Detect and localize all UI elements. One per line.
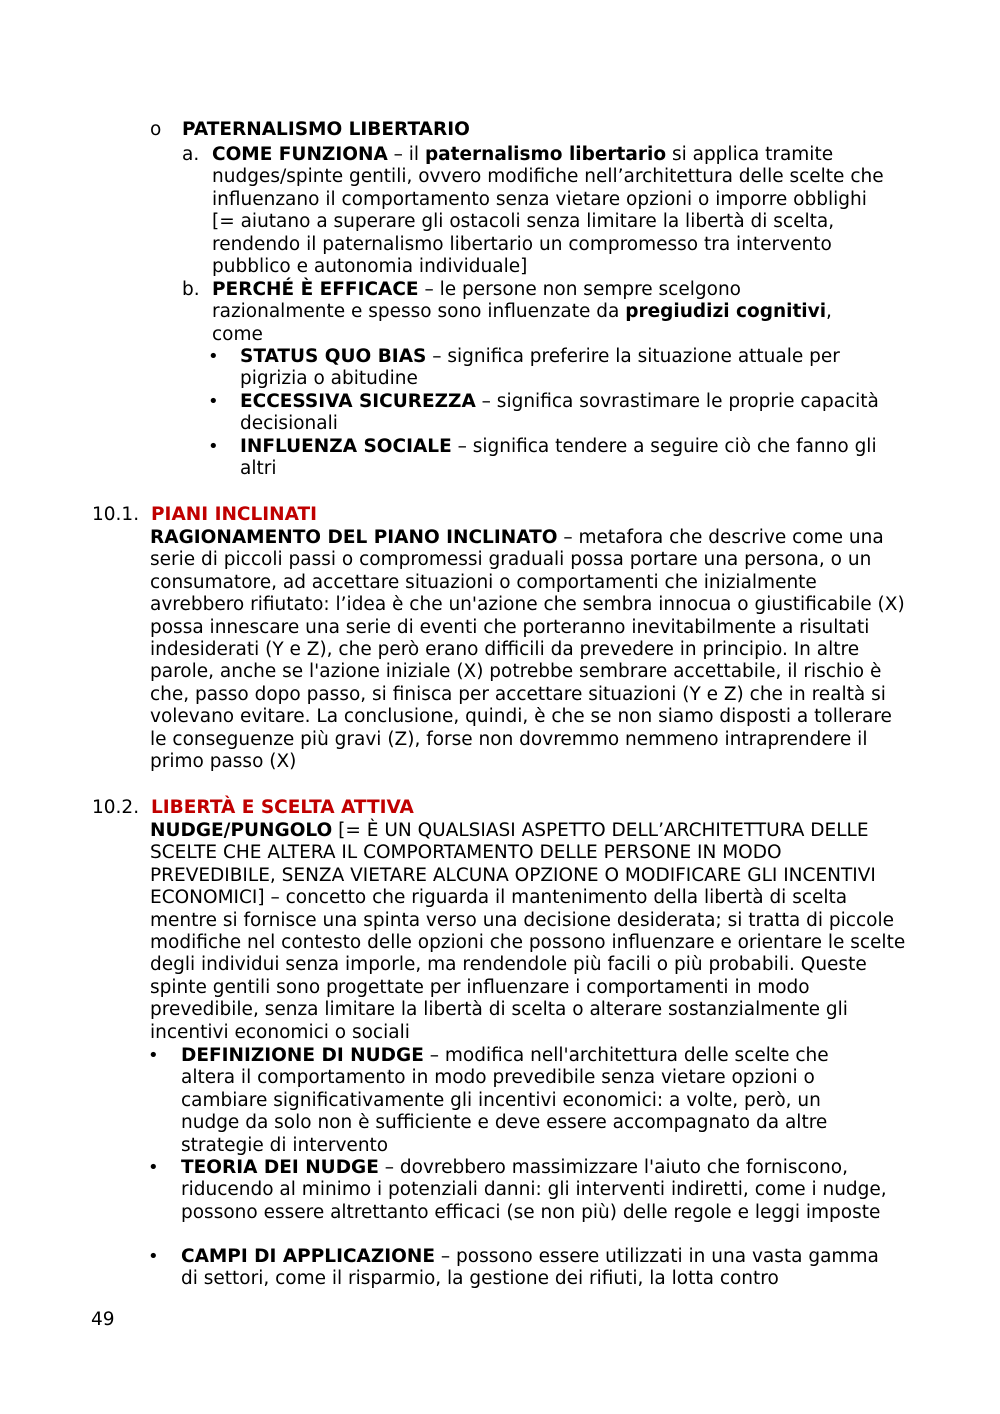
- list-item-teoria-nudge: [181, 1157, 911, 1224]
- section-title-paternalismo: PATERNALISMO LIBERTARIO: [182, 119, 470, 140]
- page-number: 49: [91, 1309, 115, 1330]
- text: – metafora che descrive come una serie di piccoli passi o compromessi graduali possa portare una persona, o un consumatore, ad accettare situazioni o comportamenti che inizialmente avrebbero rifiutato: l’idea è che un'azione che sembra innocua o giustificabile (X) possa innescare una serie di eventi che porteranno inevitabilmente a risultati indesiderati (Y e Z), che però erano difficili da prevedere in principio. In altre parole, anche se l'azione iniziale (X) potrebbe sembrare accettabile, il rischio è che, passo dopo passo, si finisca per accettare situazioni (Y e Z) che in realtà si volevano evitare. La conclusione, quindi, è che se non siamo disposti a tollerare le conseguenze più gravi (Z), forse non dovremmo nemmeno intraprendere il primo passo (X): [150, 527, 905, 773]
- list-marker-a: a.: [182, 144, 200, 165]
- term-perche-efficace: PERCHÉ È EFFICACE: [212, 279, 419, 300]
- list-item-campi-applicazione: [181, 1246, 901, 1291]
- term-ragionamento: RAGIONAMENTO DEL PIANO INCLINATO: [150, 527, 558, 548]
- section-heading-liberta-scelta-attiva: LIBERTÀ E SCELTA ATTIVA: [151, 797, 414, 818]
- bullet-icon: •: [208, 436, 219, 457]
- text: – dovrebbero massimizzare l'aiuto che forniscono, riducendo al minimo i potenziali danni: gli interventi indiretti, come i nudge, possono essere altrettanto efficaci (se non più) delle regole e leggi imposte: [181, 1157, 887, 1223]
- list-item-eccessiva-sicurezza: [240, 391, 890, 436]
- text: – significa tendere a seguire ciò che fanno gli altri: [240, 436, 877, 480]
- bullet-icon: •: [208, 346, 219, 367]
- term: INFLUENZA SOCIALE: [240, 436, 452, 457]
- term: STATUS QUO BIAS: [240, 346, 427, 367]
- section-number-10-2: 10.2.: [92, 797, 140, 818]
- term: ECCESSIVA SICUREZZA: [240, 391, 476, 412]
- bullet-icon: •: [208, 391, 219, 412]
- list-item-influenza-sociale: [240, 436, 890, 481]
- term-paternalismo-libertario: paternalismo libertario: [424, 144, 667, 165]
- list-marker-b: b.: [182, 279, 200, 300]
- term-come-funziona: COME FUNZIONA: [212, 144, 388, 165]
- bullet-icon: •: [148, 1045, 159, 1066]
- text: si applica tramite nudges/spinte gentili, ovvero modifiche nell’architettura delle scelte che influenzano il comportamento senza vietare opzioni o imporre obblighi [= aiutano a superare gli ostacoli senza limitare la libertà di scelta, rendendo il paternalismo libertario un compromesso tra intervento pubblico e autonomia individuale]: [212, 144, 884, 278]
- text: – il: [387, 144, 425, 165]
- item-come-funziona: [212, 144, 892, 278]
- text: – modifica nell'architettura delle scelte che altera il comportamento in modo prevedibile senza vietare opzioni o cambiare significativamente gli incentivi economici: a volte, però, un nudge da solo non è sufficiente e deve essere accompagnato da altre strategie di intervento: [181, 1045, 829, 1156]
- bullet-icon: •: [148, 1246, 159, 1267]
- list-marker-o: o: [150, 119, 162, 140]
- term-nudge-pungolo: NUDGE/PUNGOLO: [150, 820, 333, 841]
- text: – significa sovrastimare le proprie capacità decisionali: [240, 391, 879, 435]
- term: DEFINIZIONE DI NUDGE: [181, 1045, 424, 1066]
- paragraph-piano-inclinato: [150, 527, 910, 773]
- paragraph-nudge: [150, 820, 910, 1044]
- text: , come: [212, 301, 832, 345]
- item-perche-efficace: [212, 279, 872, 346]
- section-number-10-1: 10.1.: [92, 504, 140, 525]
- text: – possono essere utilizzati in una vasta gamma di settori, come il risparmio, la gestione dei rifiuti, la lotta contro: [181, 1246, 879, 1290]
- term-pregiudizi-cognitivi: pregiudizi cognitivi: [625, 301, 827, 323]
- text: – significa preferire la situazione attuale per pigrizia o abitudine: [240, 346, 840, 390]
- bullet-icon: •: [148, 1157, 159, 1178]
- text: [= È UN QUALSIASI ASPETTO DELL’ARCHITETTURA DELLE SCELTE CHE ALTERA IL COMPORTAMENTO DELLE PERSONE IN MODO PREVEDIBILE, SENZA VIETARE ALCUNA OPZIONE O MODIFICARE GLI INCENTIVI ECONOMICI] – concetto che riguarda il mantenimento della libertà di scelta mentre si fornisce una spinta verso una decisione desiderata; si tratta di piccole modifiche nel contesto delle opzioni che possono influenzare e orientare le scelte degli individui senza imporle, ma rendendole più facili o più probabili. Queste spinte gentili sono progettate per influenzare i comportamenti in modo prevedibile, senza limitare la libertà di scelta o alterare sostanzialmente gli incentivi economici o sociali: [150, 820, 906, 1043]
- term: CAMPI DI APPLICAZIONE: [181, 1246, 436, 1267]
- list-item-definizione-nudge: [181, 1045, 871, 1157]
- term: TEORIA DEI NUDGE: [181, 1157, 379, 1178]
- section-heading-piani-inclinati: PIANI INCLINATI: [151, 504, 318, 525]
- text: – le persone non sempre scelgono razionalmente e spesso sono influenzate da: [212, 279, 741, 323]
- list-item-status-quo: [240, 346, 890, 391]
